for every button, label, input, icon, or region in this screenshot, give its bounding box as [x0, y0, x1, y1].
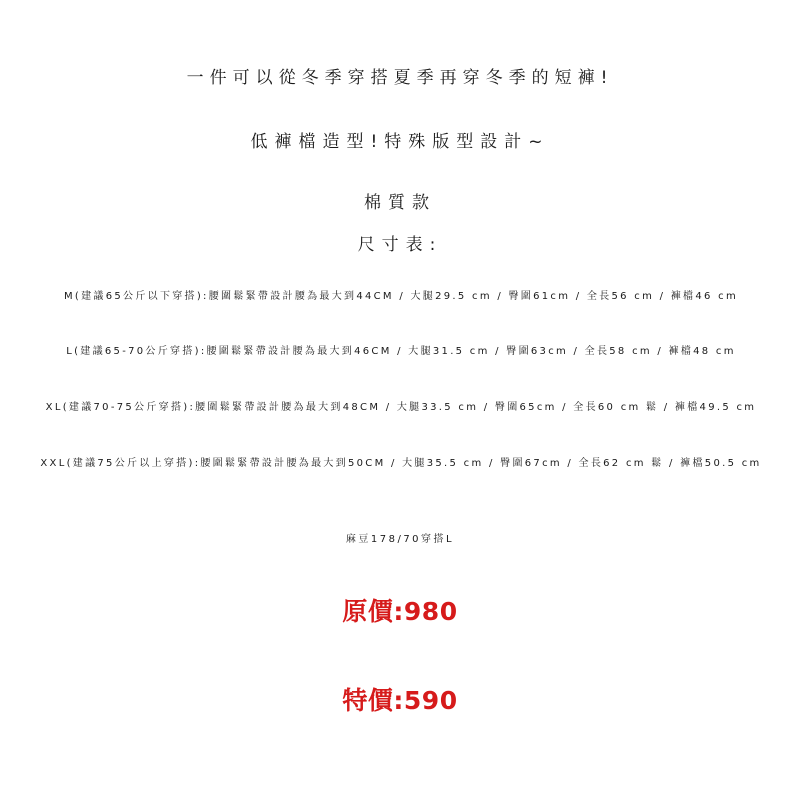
material-text: 棉質款 — [364, 193, 436, 213]
original-price: 原價:980 — [342, 597, 458, 626]
size-row-xxl: XXL(建議75公斤以上穿搭):腰圍鬆緊帶設計腰為最大到50CM / 大腿35.5 cm / 臀圍67cm / 全長62 cm 鬆 / 褲檔50.5 cm — [40, 458, 762, 469]
headline: 一件可以從冬季穿搭夏季再穿冬季的短褲! — [186, 68, 614, 88]
model-note: 麻豆178/70穿搭L — [345, 534, 455, 545]
size-row-m: M(建議65公斤以下穿搭):腰圍鬆緊帶設計腰為最大到44CM / 大腿29.5 cm / 臀圍61cm / 全長56 cm / 褲檔46 cm — [64, 291, 738, 302]
size-row-xl: XL(建議70-75公斤穿搭):腰圍鬆緊帶設計腰為最大到48CM / 大腿33.5 cm / 臀圍65cm / 全長60 cm 鬆 / 褲檔49.5 cm — [45, 402, 757, 413]
size-row-l: L(建議65-70公斤穿搭):腰圍鬆緊帶設計腰為最大到46CM / 大腿31.5 cm / 臀圍63cm / 全長58 cm / 褲檔48 cm — [66, 346, 736, 357]
sale-price: 特價:590 — [342, 686, 458, 715]
feature-text: 低褲檔造型!特殊版型設計~ — [250, 132, 550, 152]
size-chart-label: 尺寸表: — [357, 235, 443, 255]
